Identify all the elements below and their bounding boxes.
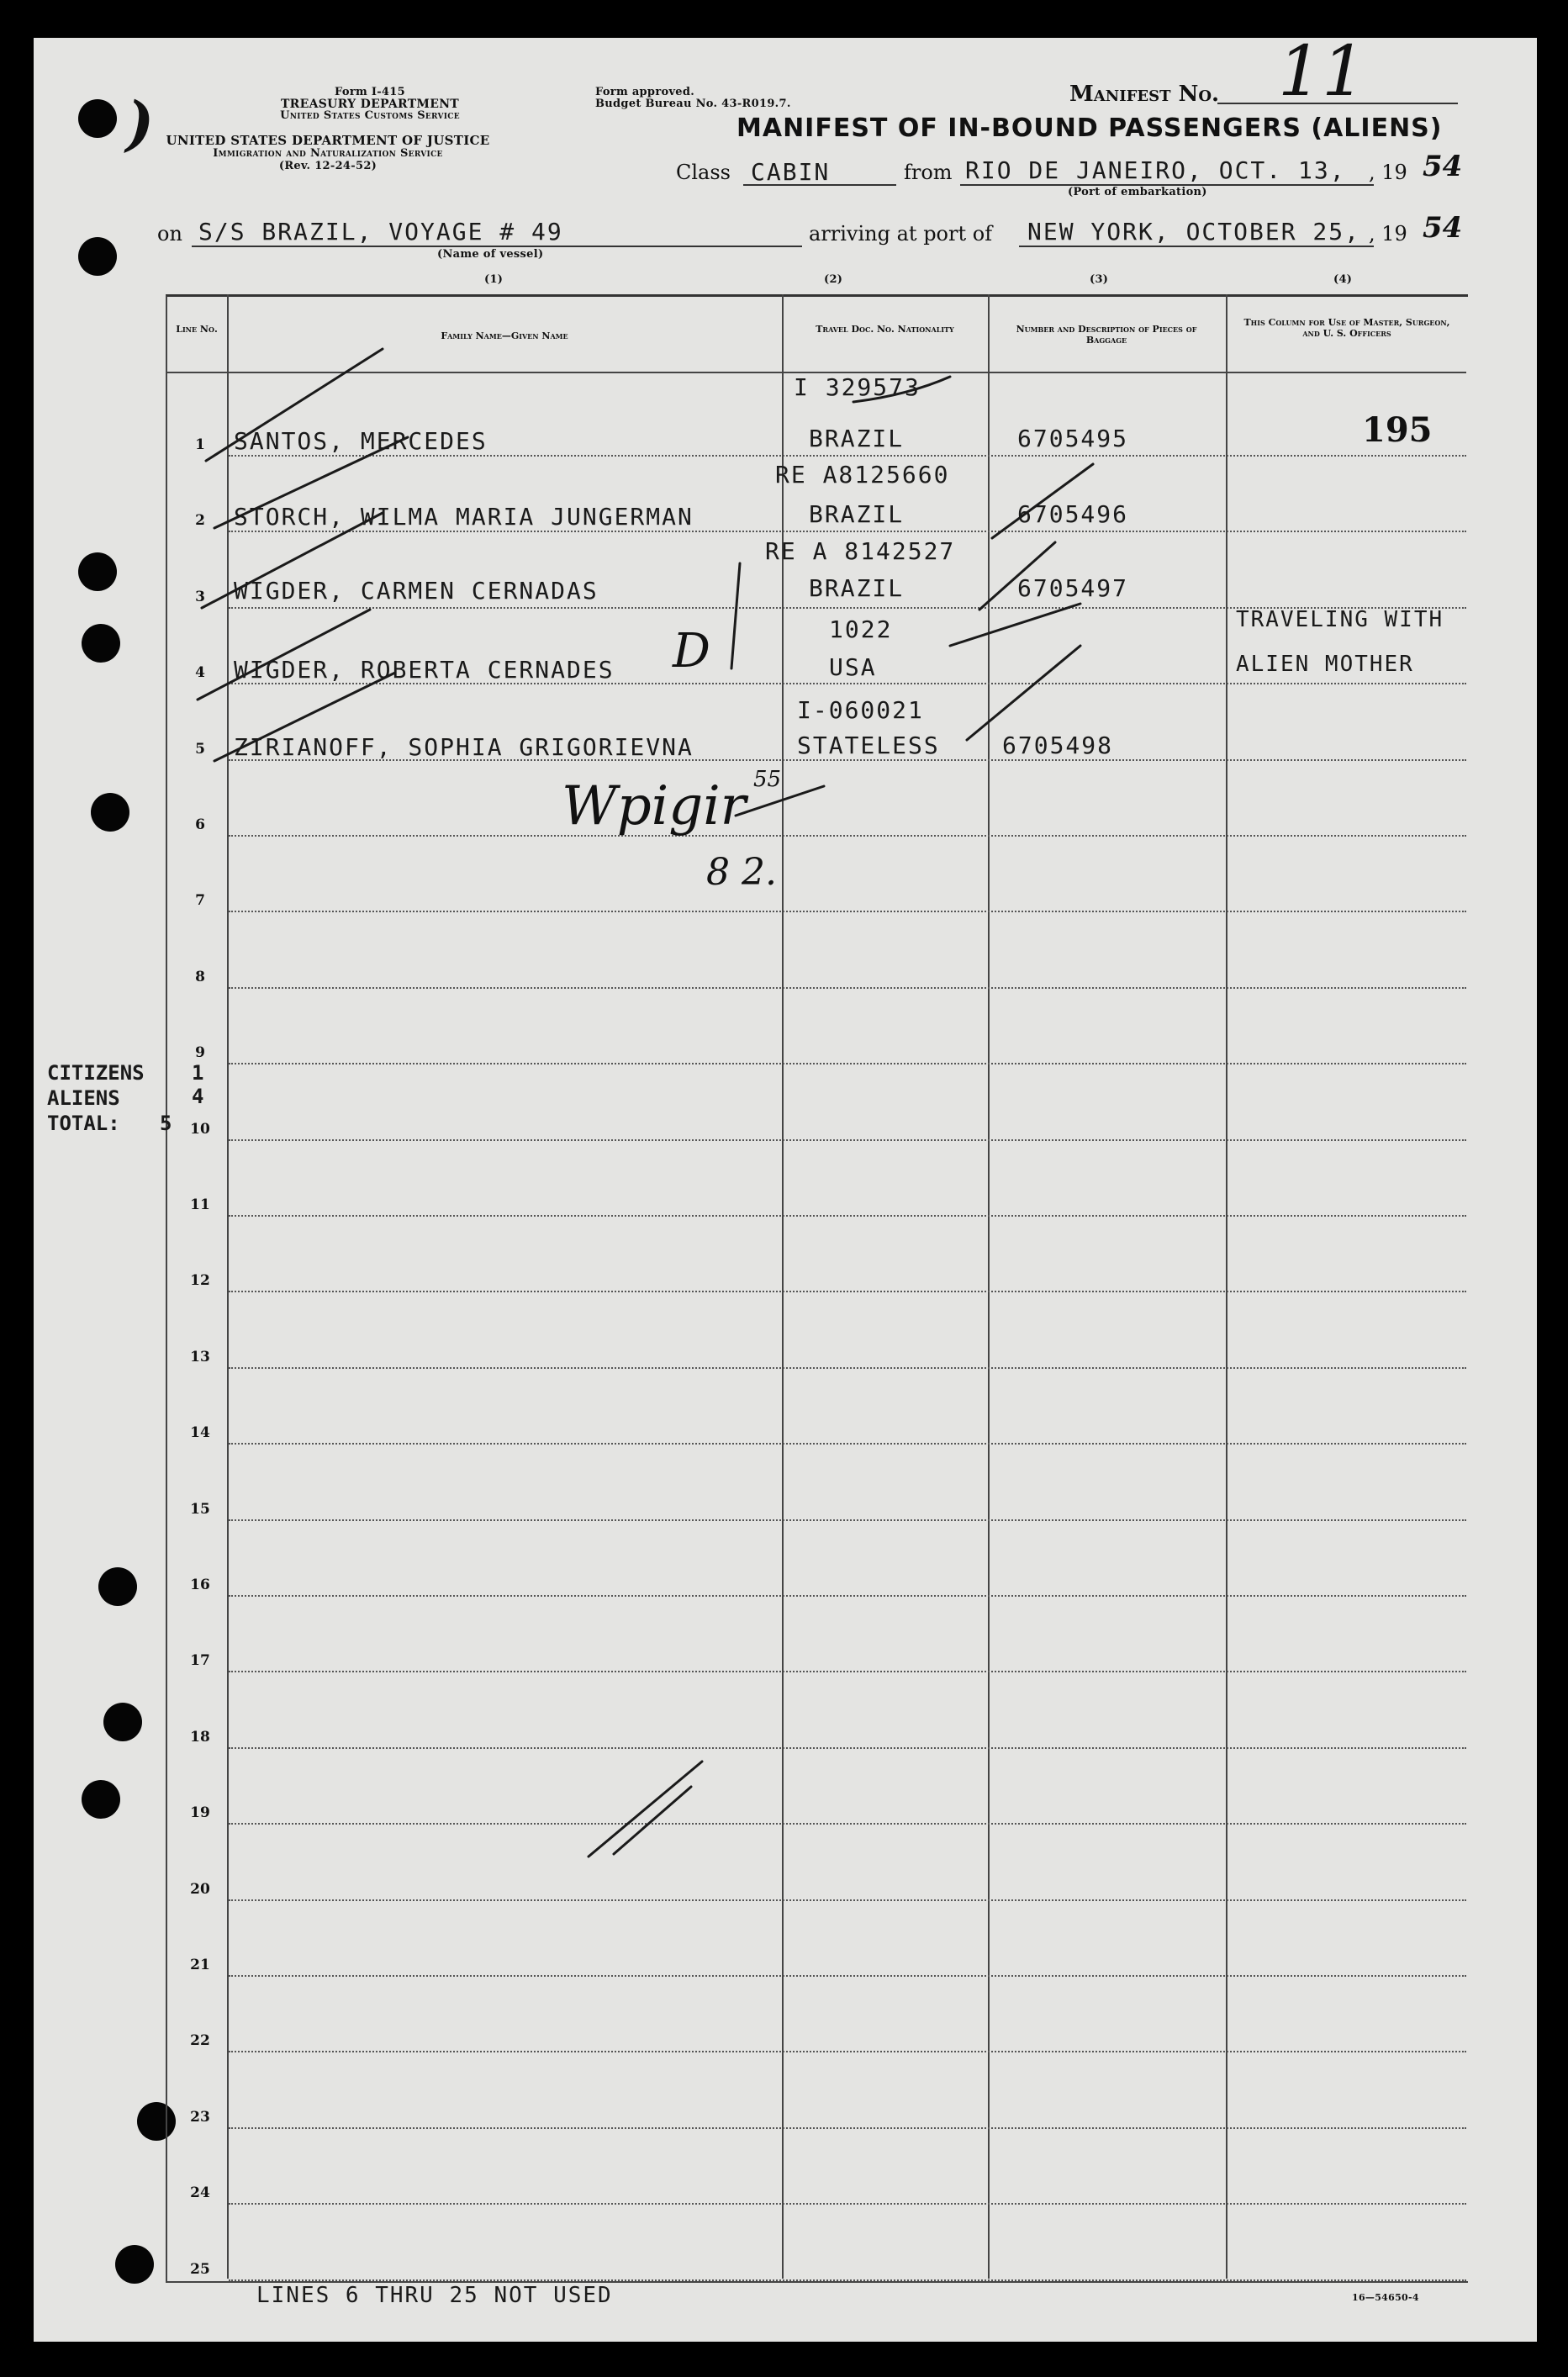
travel-doc: I 329573 xyxy=(794,373,921,401)
arrival-year: 54 xyxy=(1423,211,1463,245)
line-number: 1 xyxy=(195,436,205,453)
line-number: 17 xyxy=(190,1652,210,1669)
nationality: USA xyxy=(829,653,877,681)
col-header-line-no: Line No. xyxy=(176,324,218,335)
arrival-year-prefix: , 19 xyxy=(1369,222,1407,246)
passenger-name: ZIRIANOFF, SOPHIA GRIGORIEVNA xyxy=(234,733,694,761)
line-number: 10 xyxy=(190,1121,210,1138)
line-number: 4 xyxy=(195,664,205,681)
vessel-value: S/S BRAZIL, VOYAGE # 49 xyxy=(198,218,563,246)
travel-doc: RE A8125660 xyxy=(775,461,950,489)
line-number: 9 xyxy=(195,1044,205,1061)
treasury-department: TREASURY DEPARTMENT xyxy=(280,98,460,111)
line-number: 6 xyxy=(195,816,205,833)
lines-not-used-note: LINES 6 THRU 25 NOT USED xyxy=(256,2283,613,2308)
class-label: Class xyxy=(676,161,731,184)
manifest-title: MANIFEST OF IN-BOUND PASSENGERS (ALIENS) xyxy=(736,114,1443,143)
department-of-justice: UNITED STATES DEPARTMENT OF JUSTICE xyxy=(166,133,490,148)
line-number: 8 xyxy=(195,969,205,985)
line-number: 13 xyxy=(190,1349,210,1365)
total-label: TOTAL: xyxy=(47,1112,120,1135)
stamp-number: 195 xyxy=(1362,410,1433,450)
line-number: 25 xyxy=(190,2261,210,2278)
aliens-value: 4 xyxy=(192,1085,206,1108)
baggage-number: 6705497 xyxy=(1017,574,1129,602)
passenger-name: SANTOS, MERCEDES xyxy=(234,427,488,455)
signature-date-2: 8 2. xyxy=(706,851,777,894)
from-label: from xyxy=(904,161,953,184)
signature-date: 55 xyxy=(753,767,782,792)
manifest-no-value: 11 xyxy=(1278,32,1366,112)
nationality: BRAZIL xyxy=(809,500,905,528)
line-number: 5 xyxy=(195,741,205,758)
form-id: Form I-415 xyxy=(335,86,405,98)
print-code: 16—54650-4 xyxy=(1352,2292,1419,2303)
line-number: 3 xyxy=(195,589,205,605)
port-value: RIO DE JANEIRO, OCT. 13, xyxy=(965,156,1346,184)
handwritten-signature: Wpigir xyxy=(562,775,747,837)
line-number: 11 xyxy=(190,1196,210,1213)
travel-doc: I-060021 xyxy=(797,696,924,724)
nationality: STATELESS xyxy=(797,732,940,759)
citizens-label: CITIZENS xyxy=(47,1061,145,1085)
officer-note-line2: ALIEN MOTHER xyxy=(1236,652,1414,677)
line-number: 18 xyxy=(190,1729,210,1746)
line-number: 24 xyxy=(190,2184,210,2201)
embark-year: 54 xyxy=(1423,150,1463,183)
customs-service: United States Customs Service xyxy=(280,109,460,122)
class-value: CABIN xyxy=(751,158,831,186)
margin-mark: ) xyxy=(126,88,155,158)
line-number: 2 xyxy=(195,512,205,529)
baggage-number: 6705498 xyxy=(1002,732,1114,759)
manifest-no-label: Manifest No. xyxy=(1069,82,1220,107)
row4-handwritten-mark: D xyxy=(673,624,710,679)
travel-doc: 1022 xyxy=(829,615,893,643)
arrival-value: NEW YORK, OCTOBER 25, xyxy=(1027,218,1361,246)
line-number: 21 xyxy=(190,1957,210,1973)
form-revision: (Rev. 12-24-52) xyxy=(278,160,377,172)
line-number: 15 xyxy=(190,1501,210,1518)
line-number: 23 xyxy=(190,2109,210,2126)
passenger-name: WIGDER, ROBERTA CERNADES xyxy=(234,656,615,684)
col-header-baggage: Number and Description of Pieces of Baggage xyxy=(1016,324,1197,346)
column-number-3: (3) xyxy=(1090,273,1109,286)
total-value: 5 xyxy=(160,1112,174,1135)
column-number-2: (2) xyxy=(824,273,843,286)
ins-name: Immigration and Naturalization Service xyxy=(213,147,443,160)
baggage-number: 6705496 xyxy=(1017,500,1129,528)
line-number: 14 xyxy=(190,1424,210,1441)
column-number-1: (1) xyxy=(484,273,504,286)
line-number: 12 xyxy=(190,1272,210,1289)
line-number: 16 xyxy=(190,1577,210,1593)
passenger-name: STORCH, WILMA MARIA JUNGERMAN xyxy=(234,503,694,531)
column-number-4: (4) xyxy=(1333,273,1353,286)
col-header-officers: This Column for Use of Master, Surgeon, and U. S. Officers xyxy=(1243,317,1450,339)
col-header-name: Family Name—Given Name xyxy=(441,330,568,341)
line-number: 7 xyxy=(195,892,205,909)
budget-bureau: Budget Bureau No. 43-R019.7. xyxy=(595,98,791,110)
officer-note: TRAVELING WITH xyxy=(1236,607,1444,632)
travel-doc: RE A 8142527 xyxy=(765,537,956,565)
aliens-label: ALIENS xyxy=(47,1086,120,1110)
vessel-caption: (Name of vessel) xyxy=(437,248,544,261)
citizens-value: 1 xyxy=(192,1061,206,1085)
line-number: 22 xyxy=(190,2032,210,2049)
nationality: BRAZIL xyxy=(809,574,905,602)
arriving-label: arriving at port of xyxy=(809,222,993,246)
form-approved: Form approved. xyxy=(595,86,695,98)
nationality: BRAZIL xyxy=(809,425,905,452)
col-header-travel-doc: Travel Doc. No. Nationality xyxy=(816,324,954,335)
line-number: 19 xyxy=(190,1804,210,1821)
port-caption: (Port of embarkation) xyxy=(1068,186,1207,198)
on-label: on xyxy=(157,222,182,246)
baggage-number: 6705495 xyxy=(1017,425,1129,452)
line-number: 20 xyxy=(190,1881,210,1898)
passenger-name: WIGDER, CARMEN CERNADAS xyxy=(234,577,599,605)
year-prefix: , 19 xyxy=(1369,161,1407,184)
